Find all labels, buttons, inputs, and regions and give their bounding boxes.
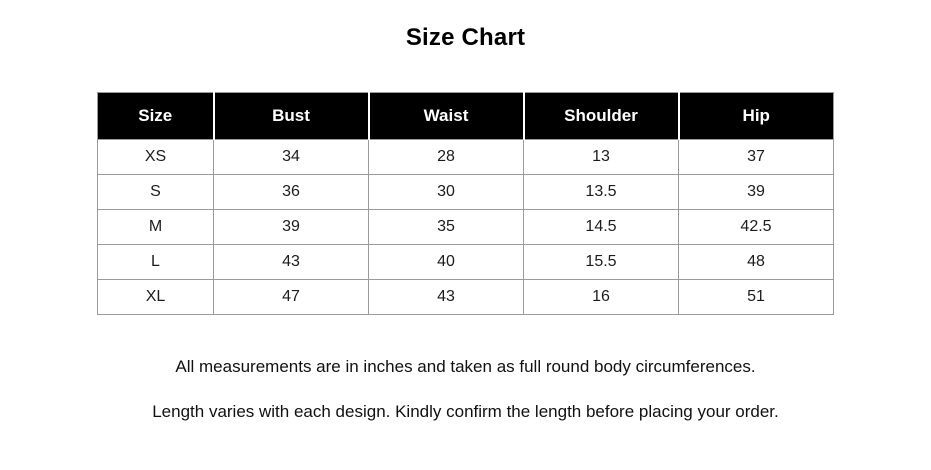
measurement-cell: 35 [369,210,524,245]
size-label-cell: XL [98,280,214,315]
measurement-cell: 43 [214,245,369,280]
size-label-cell: M [98,210,214,245]
measurement-cell: 39 [214,210,369,245]
measurement-cell: 28 [369,140,524,175]
col-header-waist: Waist [369,93,524,140]
measurement-cell: 30 [369,175,524,210]
col-header-shoulder: Shoulder [524,93,679,140]
measurement-cell: 51 [679,280,834,315]
table-row-l [98,245,834,280]
measurement-cell: 43 [369,280,524,315]
measurement-cell: 15.5 [524,245,679,280]
measurement-cell: 13 [524,140,679,175]
measurement-cell: 42.5 [679,210,834,245]
table-header-row [98,93,834,140]
measurement-cell: 34 [214,140,369,175]
measurement-cell: 48 [679,245,834,280]
size-label-cell: L [98,245,214,280]
length-note: Length varies with each design. Kindly confirm the length before placing your order. [152,402,779,421]
measurement-cell: 40 [369,245,524,280]
measurement-cell: 37 [679,140,834,175]
measurement-cell: 14.5 [524,210,679,245]
page-title: Size Chart [405,24,526,51]
table-row-m [98,210,834,245]
table-row-s [98,175,834,210]
size-label-cell: XS [98,140,214,175]
col-header-bust: Bust [214,93,369,140]
table-row-xs [98,140,834,175]
col-header-size: Size [98,93,214,140]
size-chart-table [97,92,834,315]
col-header-hip: Hip [679,93,834,140]
measurement-cell: 39 [679,175,834,210]
measurement-cell: 13.5 [524,175,679,210]
measurement-cell: 47 [214,280,369,315]
table-row-xl [98,280,834,315]
size-label-cell: S [98,175,214,210]
measurement-cell: 16 [524,280,679,315]
measurement-cell: 36 [214,175,369,210]
measurements-note: All measurements are in inches and taken as full round body circumferences. [175,357,756,376]
